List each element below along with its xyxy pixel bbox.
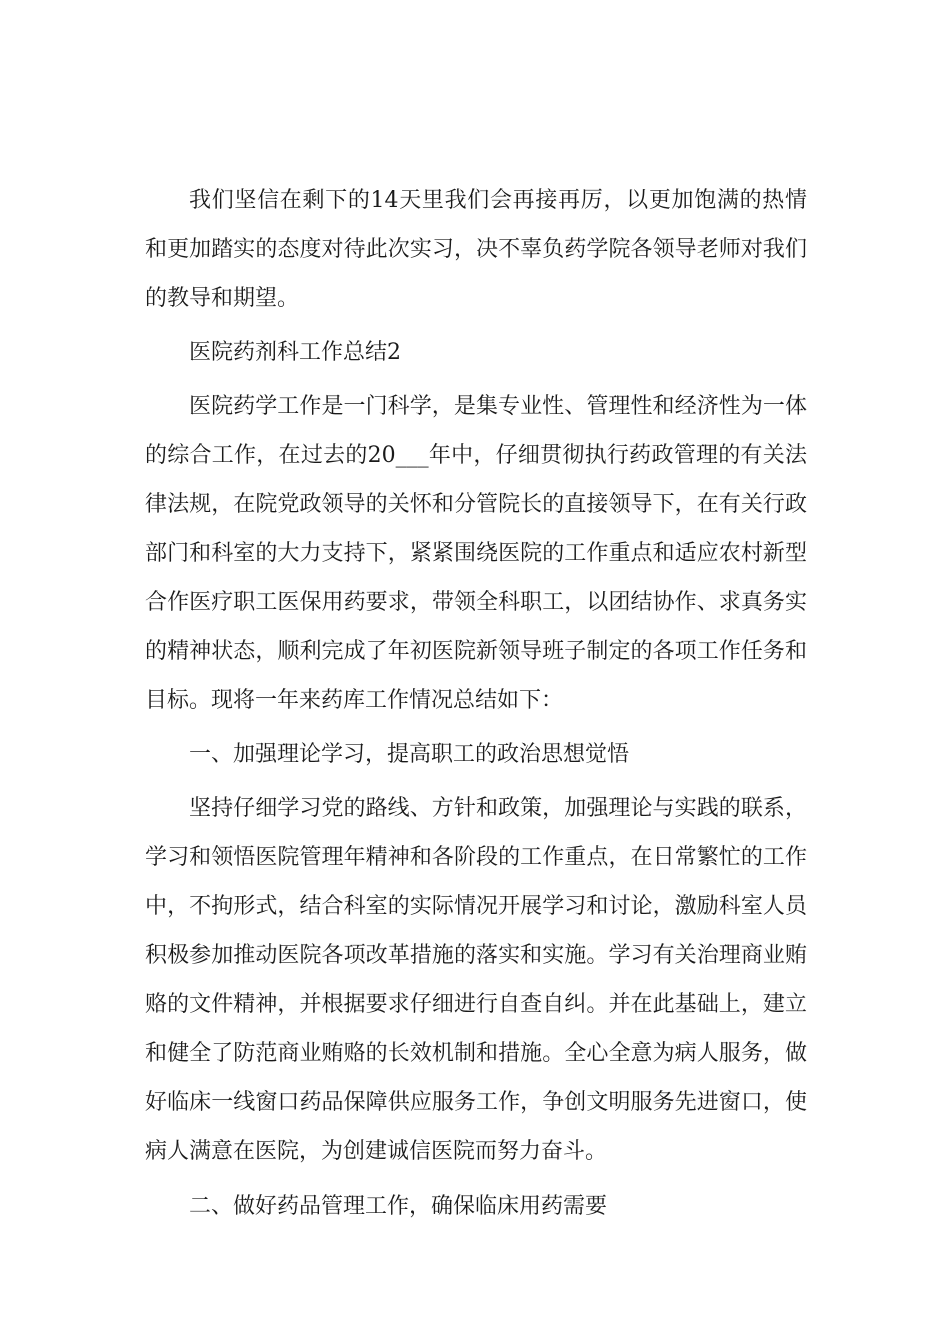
paragraph-intro: 医院药学工作是一门科学，是集专业性、管理性和经济性为一体的综合工作，在过去的20___年中，仔细贯彻执行药政管理的有关法律法规，在院党政领导的关怀和分管院长的直接领导下，在有关行政部门和科室的大力支持下，紧紧围绕医院的工作重点和适应农村新型合作医疗职工医保用药要求，带领全科职工，以团结协作、求真务实的精神状态，顺利完成了年初医院新领导班子制定的各项工作任务和目标。现将一年来药库工作情况总结如下： [145,394,807,713]
section-heading-1: 一、加强理论学习，提高职工的政治思想觉悟 [189,742,630,767]
section-heading-2: 二、做好药品管理工作，确保临床用药需要 [189,1194,608,1219]
document-body [145,176,807,1231]
section-title-summary-2: 医院药剂科工作总结2 [189,340,401,365]
paragraph-commitment: 我们坚信在剩下的14天里我们会再接再厉，以更加饱满的热情和更加踏实的态度对待此次实习，决不辜负药学院各领导老师对我们的教导和期望。 [145,188,807,311]
paragraph-theory-study: 坚持仔细学习党的路线、方针和政策，加强理论与实践的联系，学习和领悟医院管理年精神和各阶段的工作重点，在日常繁忙的工作中，不拘形式，结合科室的实际情况开展学习和讨论，激励科室人员积极参加推动医院各项改革措施的落实和实施。学习有关治理商业贿赂的文件精神，并根据要求仔细进行自查自纠。并在此基础上，建立和健全了防范商业贿赂的长效机制和措施。全心全意为病人服务，做好临床一线窗口药品保障供应服务工作，争创文明服务先进窗口，使病人满意在医院，为创建诚信医院而努力奋斗。 [145,796,807,1164]
